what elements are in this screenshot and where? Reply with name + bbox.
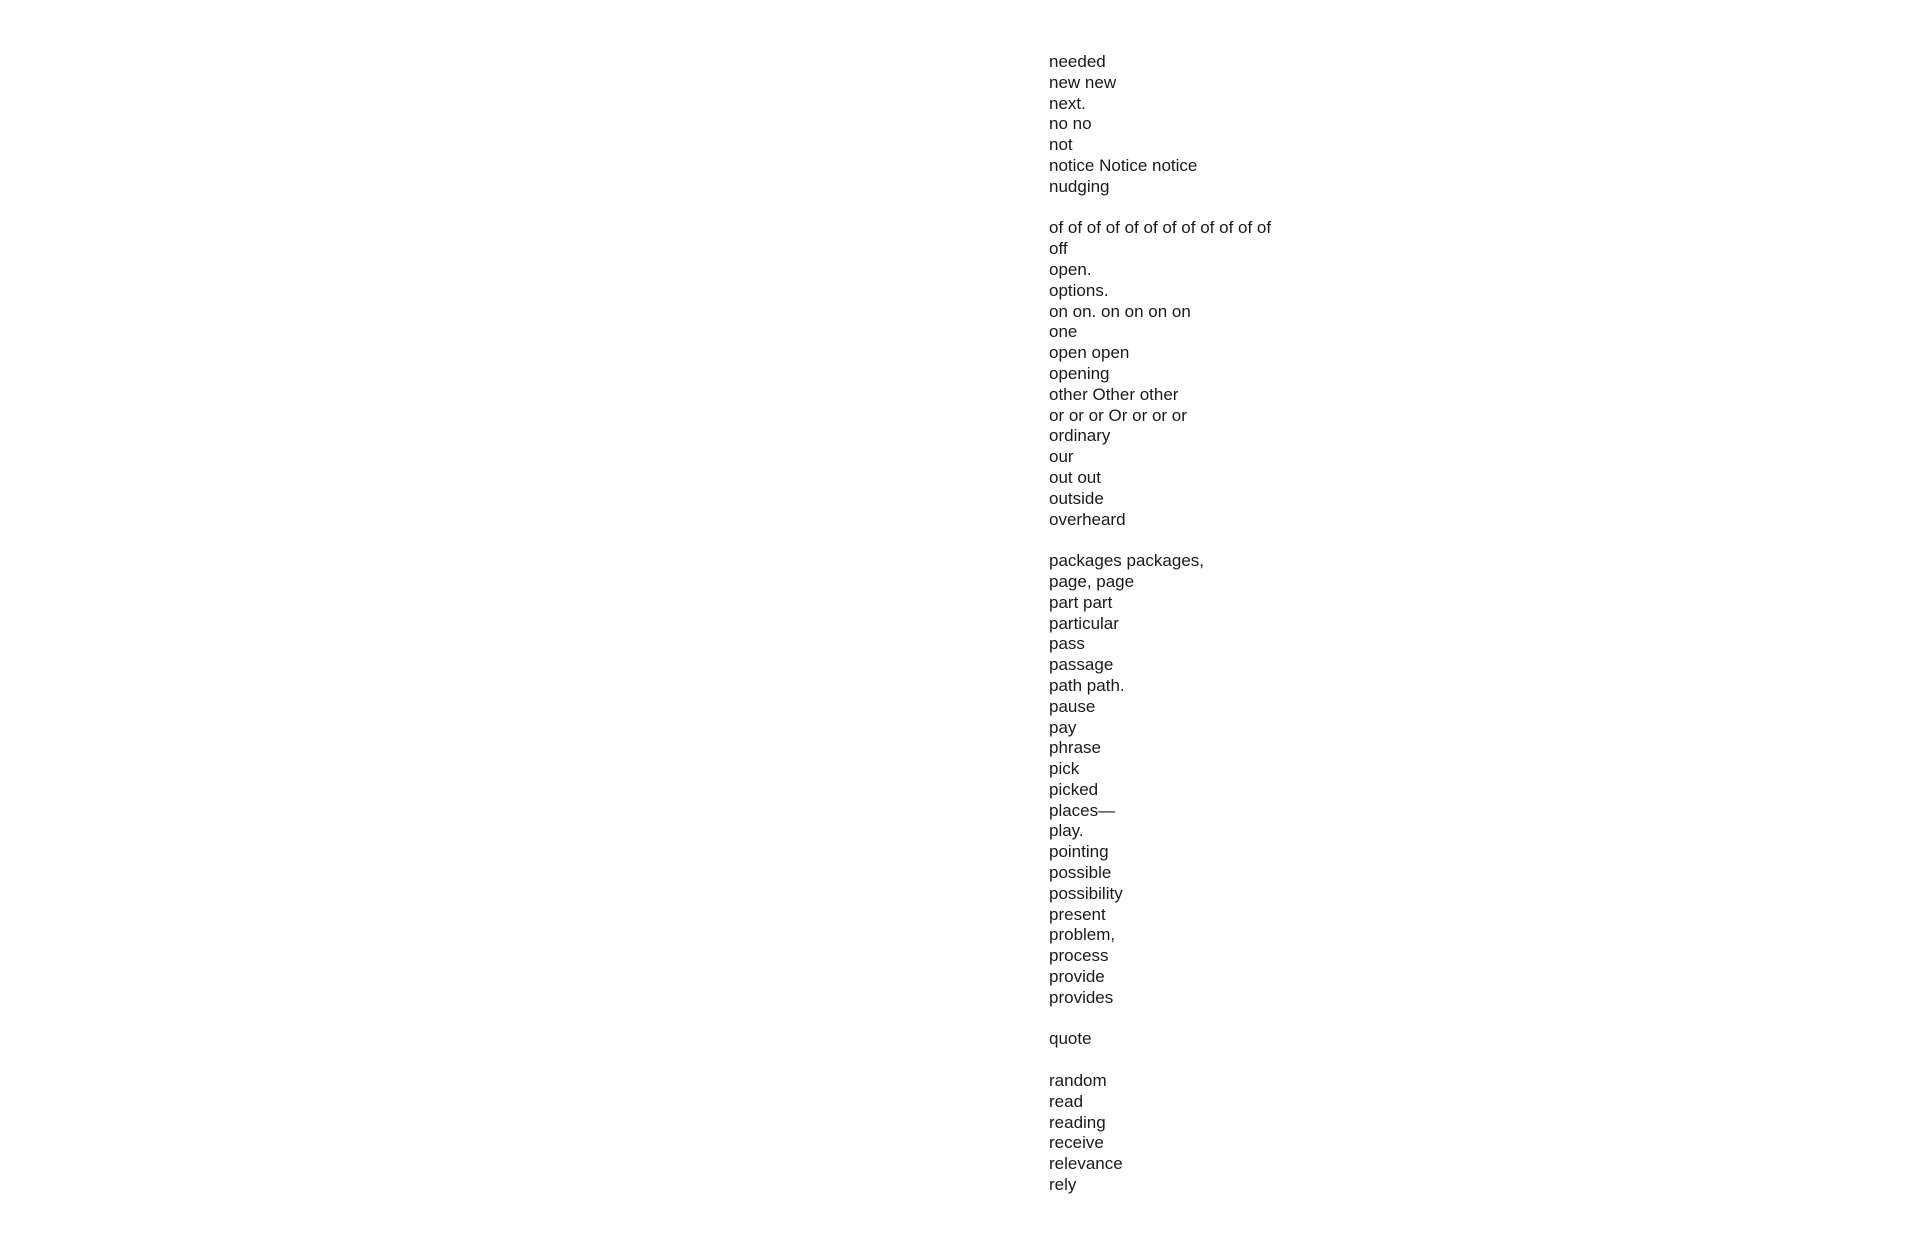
index-entry: possible (1049, 863, 1112, 883)
index-entry: no no (1049, 114, 1092, 134)
index-entry: page, page (1049, 571, 1135, 591)
word-group (1049, 52, 1469, 198)
index-entry: picked (1049, 779, 1099, 799)
word-group (1049, 218, 1469, 530)
index-entry: particular (1049, 613, 1119, 633)
index-entry: pointing (1049, 842, 1109, 862)
index-entry: one (1049, 322, 1078, 342)
word-group (1049, 1071, 1469, 1196)
index-entry: nudging (1049, 176, 1110, 196)
index-entry: open open (1049, 343, 1130, 363)
index-entry: options. (1049, 280, 1109, 300)
index-entry: process (1049, 946, 1109, 966)
index-entry: rely (1049, 1175, 1077, 1195)
index-entry: notice Notice notice (1049, 155, 1198, 175)
index-entry: present (1049, 904, 1106, 924)
index-entry: not (1049, 135, 1073, 155)
index-entry: passage (1049, 655, 1114, 675)
index-entry: pause (1049, 696, 1096, 716)
index-entry: provide (1049, 967, 1105, 987)
index-entry: part part (1049, 592, 1113, 612)
index-entry: packages packages, (1049, 551, 1204, 571)
word-group (1049, 1029, 1469, 1050)
index-entry: off (1049, 239, 1068, 259)
index-entry: receive (1049, 1133, 1104, 1153)
index-entry: pay (1049, 717, 1077, 737)
index-entry: phrase (1049, 738, 1101, 758)
word-group (1049, 551, 1469, 1009)
index-entry: or or or Or or or or (1049, 405, 1187, 425)
index-entry: provides (1049, 987, 1114, 1007)
index-entry: opening (1049, 363, 1110, 383)
index-entry: new new (1049, 72, 1117, 92)
index-entry: read (1049, 1091, 1084, 1111)
index-entry: path path. (1049, 675, 1125, 695)
index-entry: ordinary (1049, 426, 1111, 446)
index-entry: relevance (1049, 1154, 1123, 1174)
index-entry: on on. on on on on (1049, 301, 1191, 321)
index-entry: of of of of of of of of of of of of (1049, 218, 1272, 238)
index-entry: pass (1049, 634, 1085, 654)
index-entry: needed (1049, 52, 1106, 71)
index-entry: outside (1049, 488, 1104, 508)
index-entry: our (1049, 447, 1074, 467)
word-index-column (1049, 52, 1469, 1217)
index-entry: open. (1049, 259, 1092, 279)
index-entry: overheard (1049, 509, 1126, 529)
index-entry: play. (1049, 821, 1084, 841)
index-entry: possibility (1049, 883, 1123, 903)
index-entry: quote (1049, 1029, 1092, 1049)
index-entry: out out (1049, 467, 1101, 487)
index-entry: next. (1049, 93, 1086, 113)
index-entry: problem, (1049, 925, 1116, 945)
index-entry: random (1049, 1071, 1107, 1091)
index-entry: reading (1049, 1112, 1106, 1132)
index-entry: pick (1049, 759, 1080, 779)
index-entry: places— (1049, 800, 1116, 820)
index-entry: other Other other (1049, 384, 1179, 404)
